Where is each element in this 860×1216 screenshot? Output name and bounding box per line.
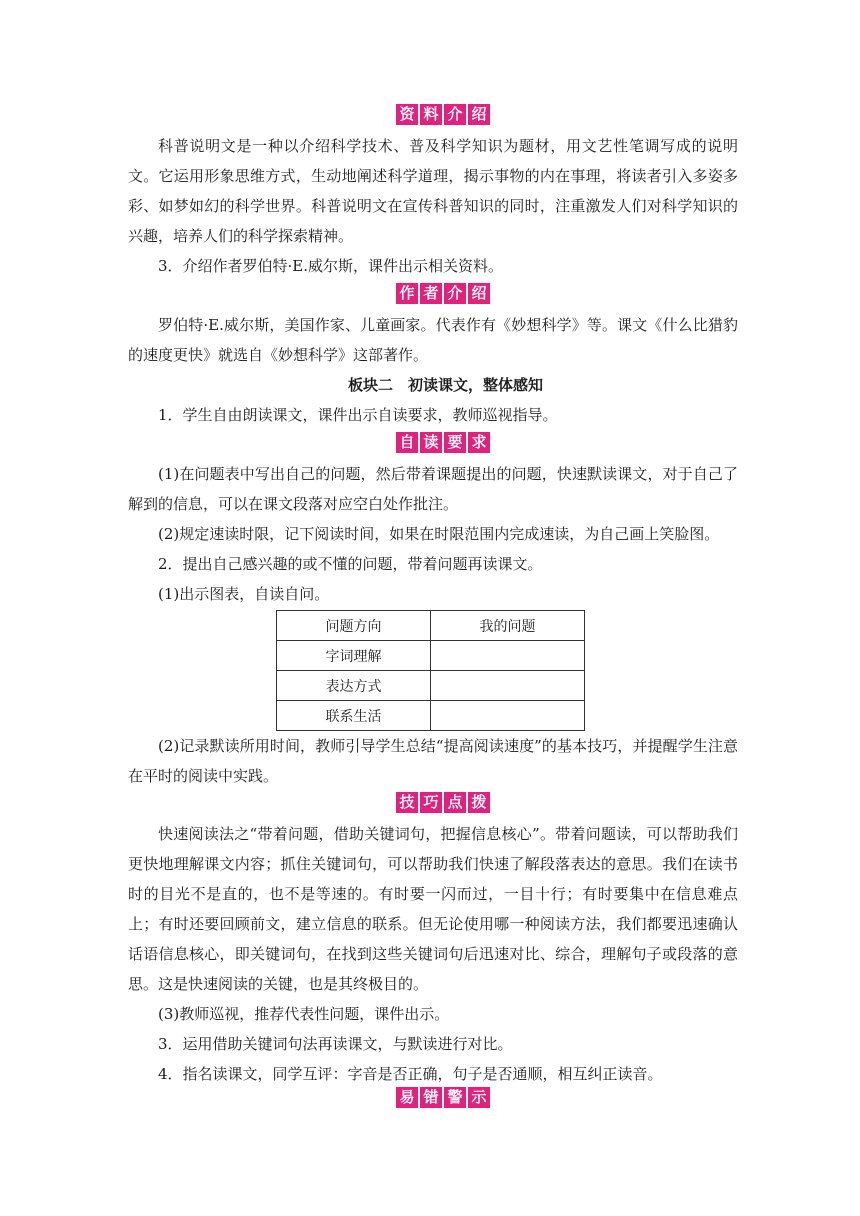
requirement-1: (1)在问题表中写出自己的问题，然后带着课题提出的问题，快速默读课文，对于自己了解到的信息，可以在课文段落对应空白处作批注。	[128, 465, 738, 513]
question-table	[276, 610, 585, 731]
badge-char: 自	[396, 432, 418, 453]
table-row	[277, 701, 585, 731]
badge-char: 易	[396, 1087, 418, 1108]
sub-step-1: (1)出示图表，自读自问。	[158, 585, 330, 603]
badge-char: 作	[396, 283, 418, 304]
sub-step-2: (2)记录默读所用时间，教师引导学生总结“提高阅读速度”的基本技巧，并提醒学生注意在平时的阅读中实践。	[128, 737, 738, 785]
table-cell: 字词理解	[277, 641, 431, 671]
badge-char: 者	[420, 283, 442, 304]
badge-skill-tip	[396, 792, 490, 813]
author-paragraph: 罗伯特·E.威尔斯，美国作家、儿童画家。代表作有《妙想科学》等。课文《什么比猎豹的速度更快》就选自《妙想科学》这部著作。	[128, 316, 738, 364]
badge-char: 绍	[468, 104, 490, 125]
section-2-step-1: 1．学生自由朗读课文，课件出示自读要求，教师巡视指导。	[158, 406, 558, 424]
badge-char: 警	[444, 1087, 466, 1108]
table-cell: 表达方式	[277, 671, 431, 701]
badge-char: 读	[420, 432, 442, 453]
table-header-cell: 问题方向	[277, 611, 431, 641]
badge-char: 错	[420, 1087, 442, 1108]
badge-resource-intro	[396, 104, 490, 125]
resource-paragraph: 科普说明文是一种以介绍科学技术、普及科学知识为题材，用文艺性笔调写成的说明文。它运用形象思维方式，生动地阐述科学道理，揭示事物的内在事理，将读者引入多姿多彩、如梦如幻的科学世界。科普说明文在宣传科普知识的同时，注重激发人们对科学知识的兴趣，培养人们的科学探索精神。	[128, 137, 738, 245]
table-cell[interactable]	[431, 671, 585, 701]
badge-char: 点	[444, 792, 466, 813]
badge-char: 料	[420, 104, 442, 125]
skill-paragraph: 快速阅读法之“带着问题，借助关键词句，把握信息核心”。带着问题读，可以帮助我们更快地理解课文内容；抓住关键词句，可以帮助我们快速了解段落表达的意思。我们在读书时的目光不是直的，也不是等速的。有时要一闪而过，一目十行；有时要集中在信息难点上；有时还要回顾前文，建立信息的联系。但无论使用哪一种阅读方法，我们都要迅速确认话语信息核心，即关键词句，在找到这些关键词句后迅速对比、综合，理解句子或段落的意思。这是快速阅读的关键，也是其终极目的。	[128, 825, 738, 993]
badge-author-intro	[396, 283, 490, 304]
badge-error-warning	[396, 1087, 490, 1108]
table-cell: 联系生活	[277, 701, 431, 731]
badge-char: 资	[396, 104, 418, 125]
table-row	[277, 671, 585, 701]
badge-char: 示	[468, 1087, 490, 1108]
badge-char: 介	[444, 283, 466, 304]
badge-char: 拨	[468, 792, 490, 813]
badge-self-read	[396, 432, 490, 453]
badge-char: 技	[396, 792, 418, 813]
sub-step-3: (3)教师巡视，推荐代表性问题，课件出示。	[158, 1005, 450, 1023]
badge-char: 要	[444, 432, 466, 453]
table-row	[277, 641, 585, 671]
step-3: 3．介绍作者罗伯特·E.威尔斯，课件出示相关资料。	[158, 257, 504, 275]
table-cell[interactable]	[431, 701, 585, 731]
section-2-step-4: 4．指名读课文，同学互评：字音是否正确，句子是否通顺，相互纠正读音。	[158, 1065, 663, 1083]
table-header-row	[277, 611, 585, 641]
table-header-cell: 我的问题	[431, 611, 585, 641]
section-2-step-3: 3．运用借助关键词句法再读课文，与默读进行对比。	[158, 1035, 513, 1053]
table-cell[interactable]	[431, 641, 585, 671]
badge-char: 巧	[420, 792, 442, 813]
badge-char: 介	[444, 104, 466, 125]
badge-char: 绍	[468, 283, 490, 304]
section-2-step-2: 2．提出自己感兴趣的或不懂的问题，带着问题再读课文。	[158, 555, 543, 573]
section-2-title: 板块二 初读课文，整体感知	[348, 376, 544, 394]
requirement-2: (2)规定速读时限，记下阅读时间，如果在时限范围内完成速读，为自己画上笑脸图。	[158, 525, 720, 543]
badge-char: 求	[468, 432, 490, 453]
